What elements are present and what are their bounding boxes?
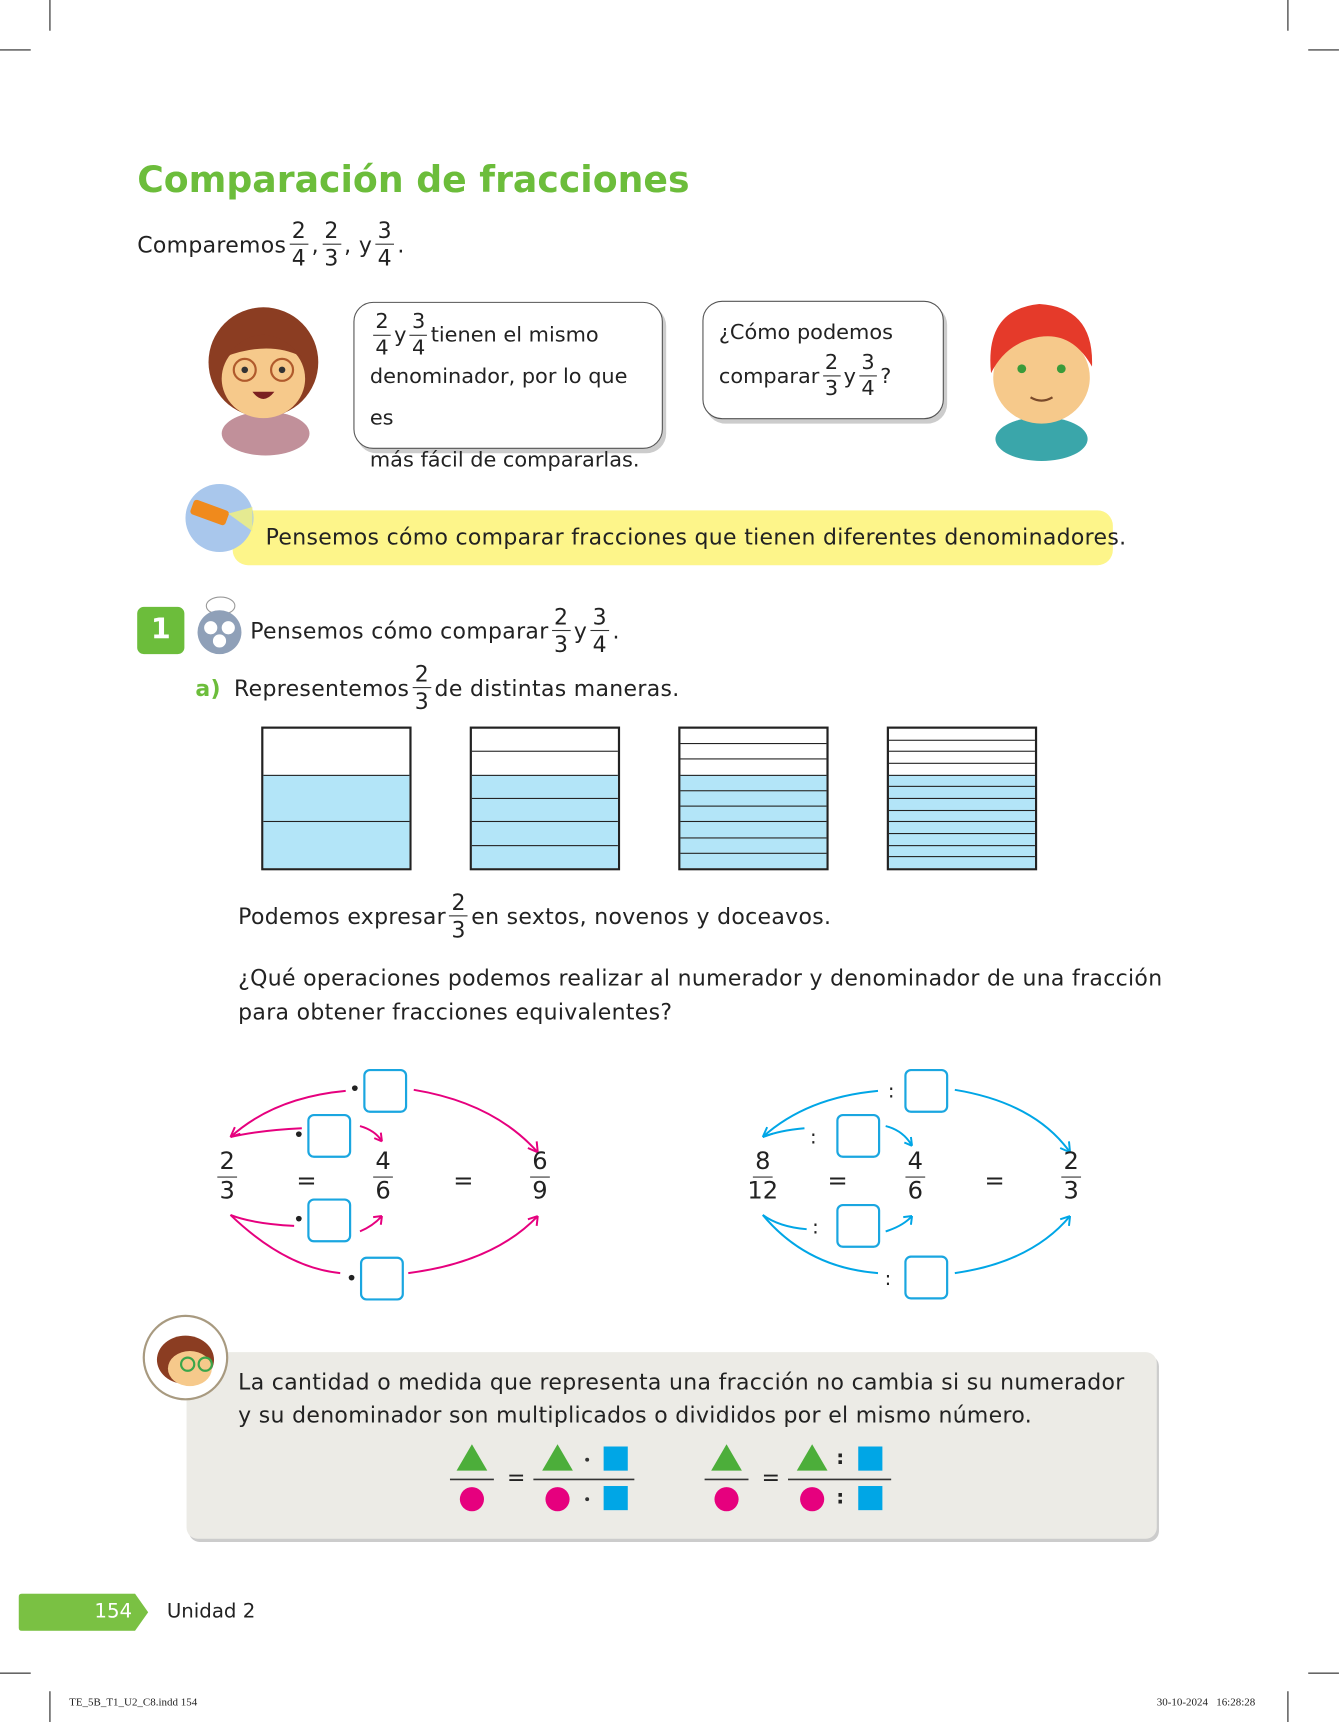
intro-line: Comparemos $\frac{2}{4}$ , $\frac{2}{3}$ , y $\frac{3}{4}$ . — [137, 217, 405, 272]
express-line — [238, 888, 832, 943]
part-label: a) — [195, 674, 221, 701]
fraction-model-9-parts — [678, 727, 828, 871]
model-part — [889, 786, 1035, 798]
equals-sign: = — [827, 1167, 848, 1196]
crop-mark — [1287, 1691, 1288, 1722]
model-part — [680, 743, 826, 759]
activity-number-badge: 1 — [137, 607, 184, 654]
group-work-icon — [194, 595, 244, 656]
fraction: $\frac{2}{3}$ — [552, 606, 571, 655]
equals-sign: = — [761, 1464, 781, 1491]
rule-line: y su denominador son multiplicados o divididos por el mismo número. — [238, 1401, 1033, 1428]
model-part — [889, 833, 1035, 845]
conjunction: y — [394, 322, 407, 347]
part-text: Representemos — [234, 674, 410, 701]
fraction: $\frac{2}{3}$ — [322, 220, 341, 269]
answer-box[interactable] — [360, 1257, 404, 1301]
crop-mark — [49, 0, 50, 31]
part-a-prompt — [195, 660, 680, 715]
fraction: $\frac{6}{9}$ — [530, 1150, 550, 1204]
girl-character-illustration — [203, 302, 324, 456]
conjunction: y — [843, 363, 856, 388]
fraction: $\frac{3}{4}$ — [590, 606, 609, 655]
answer-box[interactable] — [307, 1114, 351, 1158]
answer-box[interactable] — [363, 1069, 407, 1113]
bubble-text: denominador, por lo que es — [369, 364, 628, 431]
crop-mark — [1308, 49, 1339, 50]
conjunction: y — [358, 231, 373, 258]
model-part — [472, 774, 618, 797]
crop-mark — [49, 1691, 50, 1722]
activity-prompt: Pensemos cómo comparar $\frac{2}{3}$ y $\frac{3}{4}$ . — [250, 603, 620, 658]
fraction: $\frac{2}{4}$ — [290, 220, 309, 269]
question-line: ¿Qué operaciones podemos realizar al numerador y denominador de una fracción — [238, 964, 1163, 992]
model-part — [680, 821, 826, 837]
model-part — [680, 806, 826, 822]
model-part — [889, 739, 1035, 751]
fraction-model-6-parts — [470, 727, 620, 871]
model-part — [680, 852, 826, 868]
teacher-avatar-icon — [142, 1314, 230, 1402]
model-part — [472, 729, 618, 751]
intro-label: Comparemos — [137, 231, 287, 258]
rule-line: La cantidad o medida que representa una fracción no cambia si su numerador — [238, 1368, 1125, 1395]
print-timestamp: 30-10-2024 16:28:28 — [1156, 1696, 1256, 1709]
fraction: $\frac{4}{6}$ — [905, 1150, 925, 1204]
multiply-formula — [450, 1444, 634, 1511]
answer-box[interactable] — [904, 1256, 948, 1300]
multiply-operator: • — [293, 1123, 305, 1147]
divide-operator: : — [887, 1079, 895, 1103]
fraction: $\frac{2}{3}$ — [413, 663, 432, 712]
question-line: para obtener fracciones equivalentes? — [238, 998, 673, 1026]
fraction: $\frac{8}{12}$ — [747, 1147, 779, 1206]
fraction: $\frac{2}{3}$ — [823, 352, 841, 399]
boy-character-illustration — [984, 299, 1099, 464]
fraction: $\frac{2}{3}$ — [1061, 1150, 1081, 1204]
part-text: de distintas maneras. — [434, 674, 680, 701]
file-slug: TE_5B_T1_U2_C8.indd 154 — [69, 1696, 198, 1709]
model-part — [680, 729, 826, 744]
unit-label: Unidad 2 — [166, 1600, 256, 1624]
activity-text: Pensemos cómo comparar — [250, 617, 549, 644]
fraction: $\frac{3}{4}$ — [859, 352, 877, 399]
model-part — [889, 729, 1035, 740]
multiply-operator: • — [349, 1077, 361, 1101]
fraction: $\frac{2}{3}$ — [449, 891, 468, 940]
bubble-text: más fácil de compararlas. — [369, 447, 640, 472]
model-part — [889, 810, 1035, 822]
goal-banner-text: Pensemos cómo comparar fracciones que tienen diferentes denominadores. — [265, 523, 1127, 550]
answer-box[interactable] — [836, 1204, 880, 1248]
equals-sign: = — [296, 1167, 317, 1196]
model-part — [889, 845, 1035, 857]
divide-formula — [705, 1444, 892, 1511]
fraction: $\frac{4}{6}$ — [373, 1150, 393, 1204]
bubble-text: comparar — [718, 363, 820, 388]
model-part — [263, 729, 409, 775]
model-part — [889, 774, 1035, 786]
fraction-model-12-parts — [887, 727, 1037, 871]
multiply-operator: • — [345, 1267, 358, 1291]
model-part — [889, 856, 1035, 868]
crop-mark — [1308, 1673, 1339, 1674]
answer-box[interactable] — [307, 1198, 351, 1242]
rule-text — [238, 1365, 1124, 1431]
model-part — [889, 751, 1035, 763]
fraction: $\frac{2}{4}$ — [373, 311, 391, 358]
speech-bubble-boy — [702, 301, 943, 420]
bubble-text: ¿Cómo podemos — [718, 320, 893, 345]
divide-operator: : — [836, 1486, 845, 1510]
speech-bubble-girl — [353, 302, 662, 472]
model-part — [263, 774, 409, 821]
flashlight-icon — [184, 483, 254, 553]
equals-sign: = — [453, 1167, 474, 1196]
divide-operator: : — [809, 1126, 817, 1150]
model-part — [263, 821, 409, 868]
divide-operator: : — [884, 1267, 892, 1291]
model-part — [680, 759, 826, 775]
model-part — [472, 821, 618, 844]
express-text: Podemos expresar — [238, 902, 446, 930]
fraction: $\frac{3}{4}$ — [375, 220, 394, 269]
question-mark: ? — [880, 363, 892, 388]
conjunction: y — [573, 617, 588, 644]
equals-sign: = — [507, 1464, 526, 1491]
page-number: 154 — [94, 1600, 133, 1624]
fraction: $\frac{2}{3}$ — [217, 1150, 237, 1204]
multiply-operator: • — [293, 1208, 305, 1232]
model-part — [472, 751, 618, 774]
model-part — [889, 821, 1035, 833]
model-part — [472, 845, 618, 868]
equals-sign: = — [984, 1167, 1005, 1196]
model-part — [680, 837, 826, 853]
fraction: $\frac{3}{4}$ — [410, 311, 428, 358]
divide-operator: : — [812, 1216, 819, 1240]
model-part — [889, 763, 1035, 775]
page-title: Comparación de fracciones — [137, 158, 690, 201]
model-part — [472, 798, 618, 821]
bubble-text: tienen el mismo — [430, 322, 599, 347]
question-text — [238, 961, 1162, 1029]
crop-mark — [0, 1673, 31, 1674]
model-part — [680, 790, 826, 806]
answer-box[interactable] — [836, 1114, 880, 1158]
divide-operator: : — [836, 1446, 845, 1470]
model-part — [680, 774, 826, 790]
fraction-model-3-parts — [261, 727, 411, 871]
answer-box[interactable] — [904, 1069, 948, 1113]
crop-mark — [1287, 0, 1288, 31]
crop-mark — [0, 49, 31, 50]
model-part — [889, 798, 1035, 810]
express-text: en sextos, novenos y doceavos. — [471, 902, 832, 930]
